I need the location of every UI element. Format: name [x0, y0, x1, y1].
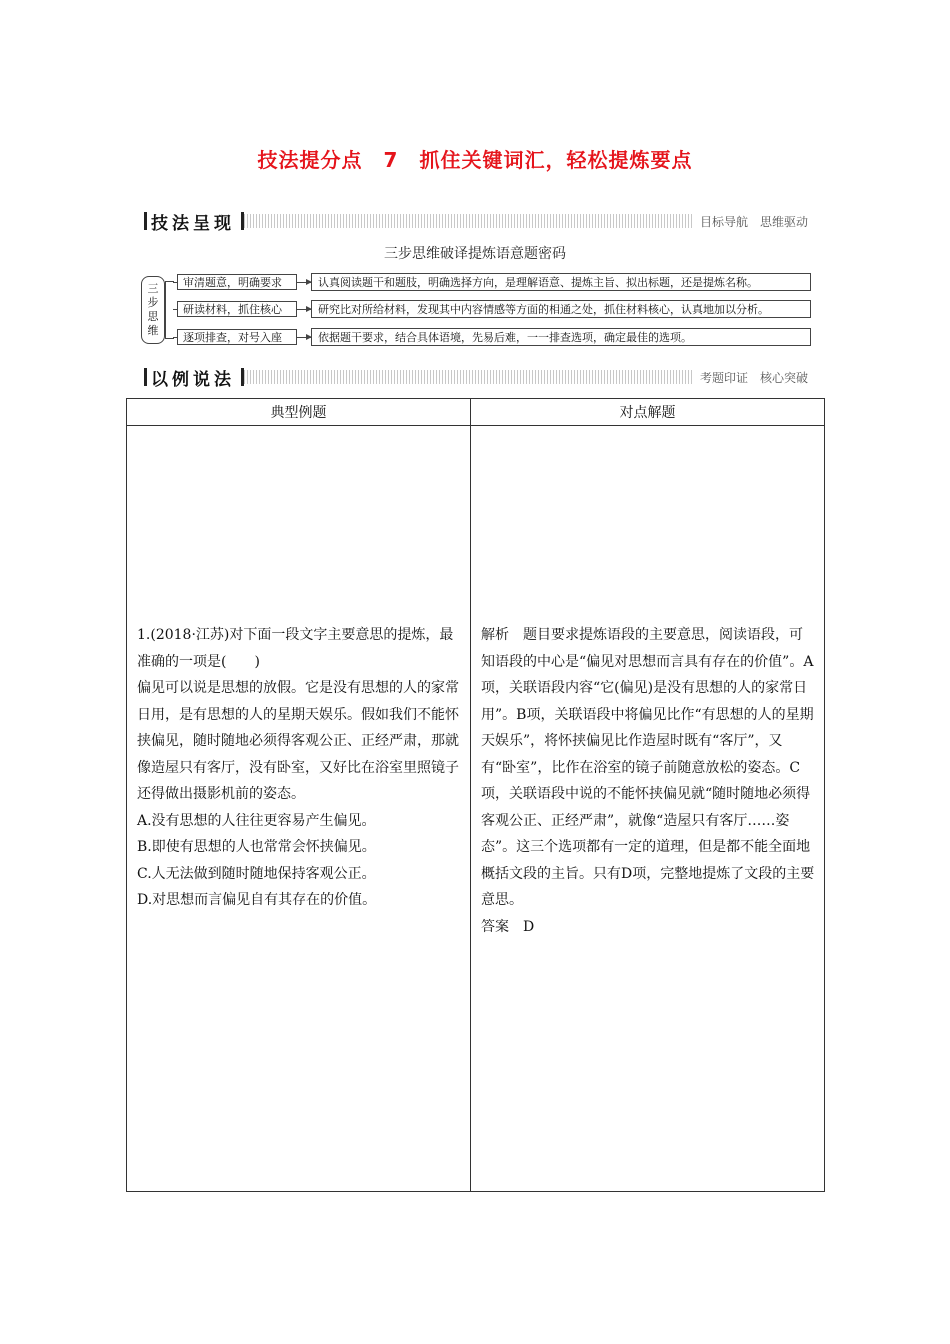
section-label: 以例说法 [151, 369, 235, 390]
section-header-examples [144, 366, 812, 388]
step-detail: 认真阅读题干和题肢，明确选择方向，是理解语意、提炼主旨、拟出标题，还是提炼名称。 [311, 273, 811, 291]
step-label: 审清题意，明确要求 [177, 274, 297, 290]
arrow-icon [297, 337, 311, 338]
step-detail: 研究比对所给材料，发现其中内容情感等方面的相通之处，抓住材料核心，认真地加以分析。 [311, 300, 811, 318]
solution-cell [471, 426, 825, 1192]
solution-analysis: 解析 题目要求提炼语段的主要意思，阅读语段，可知语段的中心是“偏见对思想而言具有存在的价值”。A项，关联语段内容“它(偏见)是没有思想的人的家常日用”。B项，关联语段中将偏见比作“有思想的人的星期天娱乐”，将怀挟偏见比作造屋时既有“客厅”，又有“卧室”，比作在浴室的镜子前随意放松的姿态。C项，关联语段中说的不能怀挟偏见就“随时随地必须得客观公正、正经严肃”，就像“造屋只有客厅……姿态”。这三个选项都有一定的道理，但是都不能全面地概括文段的主旨。只有D项，完整地提炼了文段的主要意思。 [481, 627, 815, 908]
section-hatch [244, 370, 812, 384]
table-row [127, 426, 825, 1192]
option-d: D.对思想而言偏见自有其存在的价值。 [137, 892, 377, 908]
diagram-step-1 [173, 273, 811, 291]
column-header-solutions: 对点解题 [471, 399, 825, 426]
section-header-technique [144, 210, 812, 232]
question-stem: 1.(2018·江苏)对下面一段文字主要意思的提炼，最准确的一项是( ) [137, 627, 454, 670]
diagram-step-3 [173, 328, 811, 346]
section-hint: 考题印证 核心突破 [692, 369, 812, 386]
diagram-title: 三步思维破译提炼语意题密码 [384, 246, 566, 262]
section-label: 技法呈现 [151, 213, 235, 234]
page-title: 技法提分点 7 抓住关键词汇，轻松提炼要点 [257, 148, 693, 172]
diagram-side-label: 三步思维 [141, 276, 165, 344]
option-b: B.即使有思想的人也常常会怀挟偏见。 [137, 839, 376, 855]
section-hatch [244, 214, 812, 228]
step-detail: 依据题干要求，结合具体语境，先易后难，一一排查选项，确定最佳的选项。 [311, 328, 811, 346]
section-hint: 目标导航 思维驱动 [692, 213, 812, 230]
table-header-row [127, 399, 825, 426]
arrow-icon [297, 309, 311, 310]
solution-answer: 答案 D [481, 918, 535, 935]
option-a: A.没有思想的人往往更容易产生偏见。 [137, 812, 376, 829]
arrow-icon [297, 282, 311, 283]
step-label: 研读材料，抓住核心 [177, 301, 297, 317]
option-c: C.人无法做到随时随地保持客观公正。 [137, 865, 376, 882]
step-label: 逐项排查，对号入座 [177, 329, 297, 345]
question-cell [127, 426, 471, 1192]
diagram-step-2 [173, 300, 811, 318]
example-table [126, 398, 825, 1192]
column-header-examples: 典型例题 [127, 399, 471, 426]
question-passage: 偏见可以说是思想的放假。它是没有思想的人的家常日用，是有思想的人的星期天娱乐。假如我们不能怀挟偏见，随时随地必须得客观公正、正经严肃，那就像造屋只有客厅，没有卧室，又好比在浴室里照镜子还得做出摄影机前的姿态。 [137, 680, 459, 802]
